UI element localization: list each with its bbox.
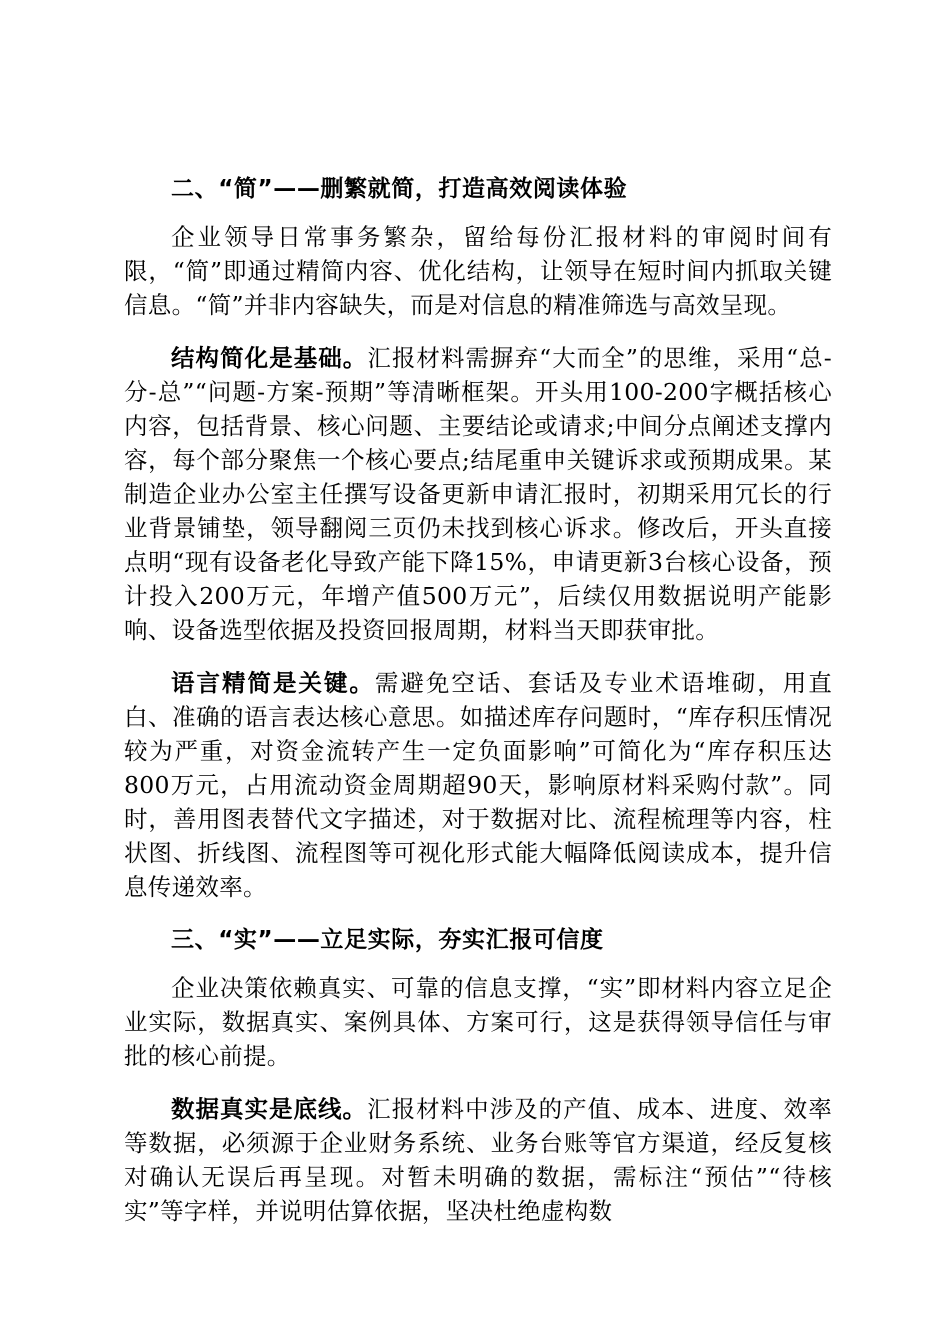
paragraph-lead: 语言精简是关键。 [171,669,375,697]
paragraph-language-simplification [124,666,832,904]
document-page [124,158,832,1247]
paragraph-jian-intro [124,220,832,322]
paragraph-text: 需避免空话、套话及专业术语堆砌，用直白、准确的语言表达核心意思。如描述库存问题时，“库存积压情况较为严重，对资金流转产生一定负面影响”可简化为“库存积压达800万元，占用流动资金周期超90天，影响原材料采购付款”。同时，善用图表替代文字描述，对于数据对比、流程梳理等内容，柱状图、折线图、流程图等可视化形式能大幅降低阅读成本，提升信息传递效率。 [124,669,832,901]
paragraph-text: 企业领导日常事务繁杂，留给每份汇报材料的审阅时间有限，“简”即通过精简内容、优化结构，让领导在短时间内抓取关键信息。“简”并非内容缺失，而是对信息的精准筛选与高效呈现。 [124,223,832,319]
paragraph-text: 汇报材料中涉及的产值、成本、进度、效率等数据，必须源于企业财务系统、业务台账等官方渠道，经反复核对确认无误后再呈现。对暂未明确的数据，需标注“预估”“待核实”等字样，并说明估算依据，坚决杜绝虚构数 [124,1095,832,1225]
section-heading-jian: 二、“简”——删繁就简，打造高效阅读体验 [171,176,628,202]
paragraph-structure-simplification [124,341,832,647]
paragraph-text: 汇报材料需摒弃“大而全”的思维，采用“总-分-总”“问题-方案-预期”等清晰框架。开头用100-200字概括核心内容，包括背景、核心问题、主要结论或请求;中间分点阐述支撑内容，每个部分聚焦一个核心要点;结尾重申关键诉求或预期成果。某制造企业办公室主任撰写设备更新申请汇报时，初期采用冗长的行业背景铺垫，领导翻阅三页仍未找到核心诉求。修改后，开头直接点明“现有设备老化导致产能下降15%，申请更新3台核心设备，预计投入200万元，年增产值500万元”，后续仅用数据说明产能影响、设备选型依据及投资回报周期，材料当天即获审批。 [124,344,832,644]
paragraph-data-authenticity [124,1092,832,1228]
paragraph-lead: 数据真实是底线。 [171,1095,368,1123]
paragraph-lead: 结构简化是基础。 [171,344,368,372]
section-heading-shi: 三、“实”——立足实际，夯实汇报可信度 [171,927,604,953]
paragraph-text: 企业决策依赖真实、可靠的信息支撑，“实”即材料内容立足企业实际，数据真实、案例具体、方案可行，这是获得领导信任与审批的核心前提。 [124,974,832,1070]
paragraph-shi-intro [124,971,832,1073]
